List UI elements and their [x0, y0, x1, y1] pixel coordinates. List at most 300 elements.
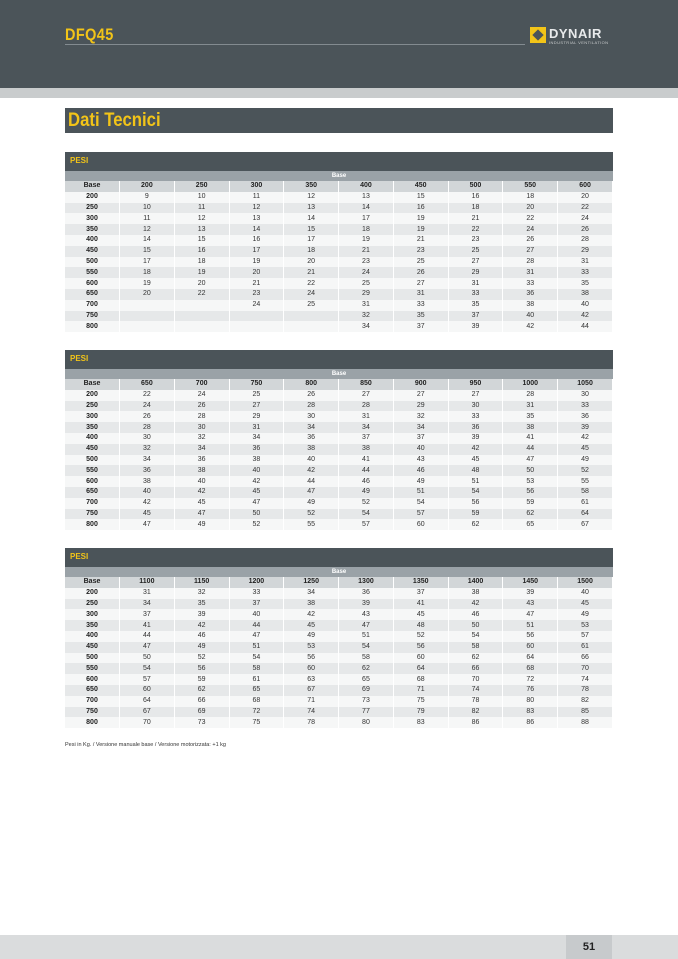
row-label: 650 — [65, 685, 120, 696]
table-cell: 54 — [448, 631, 503, 642]
row-label: 250 — [65, 203, 120, 214]
table-cell: 25 — [339, 278, 394, 289]
column-header: 1100 — [120, 577, 175, 588]
table-row — [65, 487, 613, 498]
table-row — [65, 599, 613, 610]
table-cell: 60 — [393, 653, 448, 664]
table-cell: 35 — [503, 411, 558, 422]
row-label: 400 — [65, 631, 120, 642]
table-cell: 32 — [174, 588, 229, 599]
table-cell: 37 — [339, 433, 394, 444]
table-cell: 80 — [503, 696, 558, 707]
table-cell: 83 — [393, 717, 448, 728]
table-row — [65, 411, 613, 422]
table-cell: 21 — [229, 278, 284, 289]
table-cell: 19 — [120, 278, 175, 289]
table-cell: 71 — [393, 685, 448, 696]
table-cell: 70 — [558, 663, 613, 674]
table-cell: 54 — [339, 642, 394, 653]
table-cell: 29 — [393, 401, 448, 412]
table-cell: 31 — [448, 278, 503, 289]
table-cell: 42 — [448, 444, 503, 455]
table-cell: 27 — [448, 390, 503, 401]
row-label: 250 — [65, 599, 120, 610]
table-cell: 36 — [120, 465, 175, 476]
table-cell: 35 — [174, 599, 229, 610]
table-cell: 72 — [503, 674, 558, 685]
table-cell: 73 — [174, 717, 229, 728]
column-header: 400 — [339, 181, 394, 192]
table-cell: 34 — [284, 588, 339, 599]
table-cell: 64 — [120, 696, 175, 707]
table-cell: 49 — [284, 498, 339, 509]
table-cell: 33 — [503, 278, 558, 289]
table-cell: 86 — [503, 717, 558, 728]
table-cell: 18 — [339, 224, 394, 235]
table-cell: 28 — [339, 401, 394, 412]
table-cell: 78 — [284, 717, 339, 728]
column-header-row — [65, 379, 613, 390]
table-cell: 46 — [174, 631, 229, 642]
table-cell: 33 — [229, 588, 284, 599]
table-cell: 34 — [339, 422, 394, 433]
table-cell: 66 — [448, 663, 503, 674]
column-header: 1150 — [174, 577, 229, 588]
table-cell: 28 — [558, 235, 613, 246]
column-header: 550 — [503, 181, 558, 192]
table-cell: 45 — [393, 609, 448, 620]
table-cell: 28 — [120, 422, 175, 433]
column-header: 1000 — [503, 379, 558, 390]
table-cell — [229, 321, 284, 332]
table-cell: 57 — [393, 509, 448, 520]
table-cell: 23 — [339, 257, 394, 268]
table-cell: 45 — [448, 455, 503, 466]
table-cell: 59 — [503, 498, 558, 509]
table-row — [65, 311, 613, 322]
table-cell: 52 — [284, 509, 339, 520]
table-cell: 34 — [120, 455, 175, 466]
table-cell: 60 — [120, 685, 175, 696]
table-cell: 50 — [503, 465, 558, 476]
table-cell: 39 — [339, 599, 394, 610]
table-cell: 33 — [393, 300, 448, 311]
table-cell: 14 — [229, 224, 284, 235]
table-cell: 22 — [120, 390, 175, 401]
table-cell: 60 — [284, 663, 339, 674]
table-cell: 86 — [448, 717, 503, 728]
table-cell: 30 — [558, 390, 613, 401]
table-cell: 15 — [284, 224, 339, 235]
table-cell: 79 — [393, 707, 448, 718]
table-row — [65, 235, 613, 246]
table-cell: 40 — [393, 444, 448, 455]
table-cell: 51 — [229, 642, 284, 653]
table-row — [65, 588, 613, 599]
column-header: 750 — [229, 379, 284, 390]
table-cell: 36 — [448, 422, 503, 433]
table-cell: 26 — [393, 267, 448, 278]
table-cell: 27 — [393, 390, 448, 401]
table-subheader: Base — [65, 567, 613, 577]
table-cell: 51 — [393, 487, 448, 498]
table-cell: 47 — [339, 620, 394, 631]
table-cell: 38 — [558, 289, 613, 300]
table-row — [65, 300, 613, 311]
table-cell: 20 — [120, 289, 175, 300]
table-row — [65, 433, 613, 444]
table-cell: 47 — [229, 498, 284, 509]
table-cell: 62 — [448, 519, 503, 530]
table-cell — [120, 311, 175, 322]
table-cell: 54 — [120, 663, 175, 674]
table-cell: 37 — [229, 599, 284, 610]
table-cell: 26 — [284, 390, 339, 401]
table-cell: 32 — [120, 444, 175, 455]
table-cell: 22 — [448, 224, 503, 235]
table-cell: 54 — [448, 487, 503, 498]
table-cell: 19 — [174, 267, 229, 278]
table-cell: 21 — [448, 213, 503, 224]
table-cell: 44 — [558, 321, 613, 332]
table-cell: 39 — [503, 588, 558, 599]
table-cell: 47 — [229, 631, 284, 642]
table-cell: 17 — [229, 246, 284, 257]
table-cell: 42 — [558, 311, 613, 322]
section-title-bar — [65, 108, 613, 133]
table-cell: 25 — [229, 390, 284, 401]
table-cell: 42 — [229, 476, 284, 487]
table-cell: 88 — [558, 717, 613, 728]
table-cell: 41 — [393, 599, 448, 610]
table-cell: 16 — [229, 235, 284, 246]
table-cell: 40 — [229, 465, 284, 476]
table-cell: 13 — [284, 203, 339, 214]
table-row — [65, 278, 613, 289]
row-label: 700 — [65, 300, 120, 311]
table-cell: 31 — [503, 267, 558, 278]
table-cell: 54 — [339, 509, 394, 520]
table-cell: 45 — [558, 599, 613, 610]
table-cell: 33 — [448, 289, 503, 300]
table-cell: 36 — [229, 444, 284, 455]
table-cell: 46 — [393, 465, 448, 476]
table-cell: 34 — [229, 433, 284, 444]
table-cell: 71 — [284, 696, 339, 707]
table-cell: 34 — [120, 599, 175, 610]
table-row — [65, 685, 613, 696]
table-cell: 42 — [448, 599, 503, 610]
table-cell: 38 — [229, 455, 284, 466]
table-cell: 41 — [120, 620, 175, 631]
table-cell: 43 — [503, 599, 558, 610]
table-cell: 51 — [339, 631, 394, 642]
table-cell: 61 — [558, 498, 613, 509]
table-cell: 31 — [229, 422, 284, 433]
table-cell: 67 — [284, 685, 339, 696]
table-cell: 18 — [448, 203, 503, 214]
brand-logo — [530, 27, 620, 45]
table-cell: 11 — [174, 203, 229, 214]
table-cell: 53 — [503, 476, 558, 487]
column-header: 500 — [448, 181, 503, 192]
weights-table-1 — [65, 152, 613, 332]
table-cell: 77 — [339, 707, 394, 718]
weights-grid — [65, 379, 613, 530]
table-row — [65, 257, 613, 268]
table-cell: 33 — [558, 401, 613, 412]
row-label: 400 — [65, 433, 120, 444]
table-cell: 43 — [339, 609, 394, 620]
table-cell: 52 — [393, 631, 448, 642]
column-header: 1400 — [448, 577, 503, 588]
column-header: 200 — [120, 181, 175, 192]
table-cell: 41 — [339, 455, 394, 466]
table-cell: 16 — [393, 203, 448, 214]
row-label: 500 — [65, 257, 120, 268]
table-cell: 24 — [284, 289, 339, 300]
table-cell — [174, 311, 229, 322]
table-cell: 50 — [120, 653, 175, 664]
table-cell: 66 — [174, 696, 229, 707]
table-cell: 37 — [393, 321, 448, 332]
table-cell: 19 — [393, 213, 448, 224]
column-header: 1300 — [339, 577, 394, 588]
table-cell: 40 — [120, 487, 175, 498]
table-cell: 80 — [339, 717, 394, 728]
table-cell: 38 — [503, 422, 558, 433]
table-cell: 27 — [503, 246, 558, 257]
row-label: 700 — [65, 498, 120, 509]
table-cell: 31 — [339, 411, 394, 422]
column-header-row — [65, 181, 613, 192]
table-cell: 70 — [448, 674, 503, 685]
table-cell: 47 — [120, 519, 175, 530]
table-cell: 15 — [174, 235, 229, 246]
section-title: Dati Tecnici — [68, 110, 161, 131]
column-header: 350 — [284, 181, 339, 192]
row-label: 600 — [65, 674, 120, 685]
row-label: 350 — [65, 224, 120, 235]
table-cell: 68 — [229, 696, 284, 707]
table-row — [65, 246, 613, 257]
table-cell: 62 — [174, 685, 229, 696]
row-label: 750 — [65, 311, 120, 322]
table-cell: 49 — [393, 476, 448, 487]
row-label: 650 — [65, 289, 120, 300]
table-title: PESI — [70, 354, 89, 363]
page-number: 51 — [582, 941, 596, 953]
table-cell: 29 — [229, 411, 284, 422]
column-header: 900 — [393, 379, 448, 390]
table-cell: 68 — [393, 674, 448, 685]
table-cell: 42 — [120, 498, 175, 509]
row-header-label: Base — [65, 379, 120, 390]
table-cell: 75 — [229, 717, 284, 728]
row-label: 450 — [65, 246, 120, 257]
weights-table-3 — [65, 548, 613, 728]
table-cell: 69 — [339, 685, 394, 696]
table-cell: 51 — [448, 476, 503, 487]
table-row — [65, 321, 613, 332]
table-cell: 45 — [558, 444, 613, 455]
table-cell: 45 — [120, 509, 175, 520]
column-header: 1050 — [558, 379, 613, 390]
table-row — [65, 653, 613, 664]
table-cell: 37 — [393, 433, 448, 444]
table-cell: 44 — [284, 476, 339, 487]
table-cell: 59 — [174, 674, 229, 685]
table-cell: 34 — [339, 321, 394, 332]
table-cell: 40 — [284, 455, 339, 466]
table-row — [65, 444, 613, 455]
table-cell: 38 — [503, 300, 558, 311]
table-cell: 20 — [503, 203, 558, 214]
column-header: 1250 — [284, 577, 339, 588]
table-row — [65, 465, 613, 476]
table-row — [65, 674, 613, 685]
table-cell: 73 — [339, 696, 394, 707]
table-cell: 13 — [229, 213, 284, 224]
table-row — [65, 620, 613, 631]
table-cell: 82 — [558, 696, 613, 707]
table-cell: 78 — [558, 685, 613, 696]
page-number-box — [566, 935, 612, 959]
table-cell: 13 — [174, 224, 229, 235]
table-row — [65, 213, 613, 224]
column-header: 800 — [284, 379, 339, 390]
table-cell: 70 — [120, 717, 175, 728]
table-cell: 38 — [284, 599, 339, 610]
table-cell: 28 — [503, 390, 558, 401]
table-cell: 31 — [393, 289, 448, 300]
table-cell: 24 — [174, 390, 229, 401]
table-cell: 83 — [503, 707, 558, 718]
table-row — [65, 609, 613, 620]
table-cell — [174, 300, 229, 311]
column-header: 250 — [174, 181, 229, 192]
table-title-bar — [65, 548, 613, 567]
table-cell: 49 — [174, 642, 229, 653]
row-label: 550 — [65, 267, 120, 278]
table-cell: 17 — [284, 235, 339, 246]
table-cell: 19 — [393, 224, 448, 235]
table-cell: 20 — [229, 267, 284, 278]
table-cell: 41 — [503, 433, 558, 444]
table-cell: 48 — [393, 620, 448, 631]
table-cell: 30 — [174, 422, 229, 433]
table-cell: 35 — [448, 300, 503, 311]
table-cell: 60 — [503, 642, 558, 653]
table-row — [65, 663, 613, 674]
logo-tagline: INDUSTRIAL VENTILATION — [549, 40, 609, 45]
table-cell: 32 — [339, 311, 394, 322]
row-label: 750 — [65, 509, 120, 520]
table-cell: 74 — [284, 707, 339, 718]
table-cell: 78 — [448, 696, 503, 707]
table-cell: 36 — [503, 289, 558, 300]
table-cell: 12 — [284, 192, 339, 203]
table-cell: 42 — [174, 487, 229, 498]
row-label: 750 — [65, 707, 120, 718]
table-cell: 48 — [448, 465, 503, 476]
table-cell: 56 — [174, 663, 229, 674]
table-cell: 22 — [174, 289, 229, 300]
table-cell: 17 — [120, 257, 175, 268]
table-cell: 24 — [503, 224, 558, 235]
table-cell: 28 — [503, 257, 558, 268]
table-cell: 18 — [120, 267, 175, 278]
table-cell: 59 — [448, 509, 503, 520]
table-cell: 10 — [174, 192, 229, 203]
table-cell: 21 — [393, 235, 448, 246]
table-row — [65, 519, 613, 530]
row-header-label: Base — [65, 181, 120, 192]
table-cell: 56 — [284, 653, 339, 664]
table-cell: 22 — [558, 203, 613, 214]
table-cell: 38 — [120, 476, 175, 487]
table-row — [65, 422, 613, 433]
table-cell: 58 — [448, 642, 503, 653]
row-label: 300 — [65, 609, 120, 620]
table-subheader: Base — [65, 171, 613, 181]
table-cell: 25 — [284, 300, 339, 311]
table-row — [65, 192, 613, 203]
column-header-row — [65, 577, 613, 588]
table-cell: 19 — [229, 257, 284, 268]
table-cell: 85 — [558, 707, 613, 718]
table-cell: 50 — [448, 620, 503, 631]
table-cell: 27 — [229, 401, 284, 412]
column-header: 1500 — [558, 577, 613, 588]
table-cell: 40 — [174, 476, 229, 487]
table-cell: 52 — [339, 498, 394, 509]
table-cell: 18 — [284, 246, 339, 257]
row-label: 200 — [65, 192, 120, 203]
table-cell: 50 — [229, 509, 284, 520]
table-cell: 25 — [448, 246, 503, 257]
row-label: 600 — [65, 476, 120, 487]
table-cell: 27 — [339, 390, 394, 401]
table-cell: 38 — [339, 444, 394, 455]
table-cell: 27 — [448, 257, 503, 268]
row-label: 800 — [65, 519, 120, 530]
table-cell: 52 — [229, 519, 284, 530]
header-divider — [65, 44, 525, 45]
table-title: PESI — [70, 552, 89, 561]
table-cell: 33 — [448, 411, 503, 422]
table-cell: 10 — [120, 203, 175, 214]
table-row — [65, 631, 613, 642]
table-cell: 15 — [120, 246, 175, 257]
table-cell: 46 — [339, 476, 394, 487]
table-cell: 52 — [174, 653, 229, 664]
table-cell — [229, 311, 284, 322]
column-header: 1200 — [229, 577, 284, 588]
column-header: 1450 — [503, 577, 558, 588]
row-label: 350 — [65, 620, 120, 631]
table-cell: 49 — [339, 487, 394, 498]
table-cell: 20 — [558, 192, 613, 203]
row-label: 250 — [65, 401, 120, 412]
table-cell: 24 — [558, 213, 613, 224]
table-cell: 36 — [284, 433, 339, 444]
row-label: 800 — [65, 321, 120, 332]
row-label: 500 — [65, 455, 120, 466]
footnote: Pesi in Kg. / Versione manuale base / Versione motorizzata: +1 kg — [65, 742, 226, 748]
table-cell: 74 — [558, 674, 613, 685]
table-cell: 45 — [174, 498, 229, 509]
